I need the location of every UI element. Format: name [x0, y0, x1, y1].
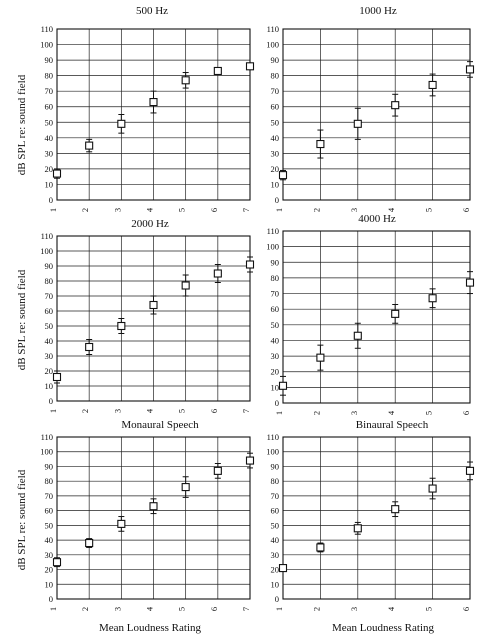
- data-point-square: [54, 170, 61, 177]
- data-point-square: [429, 485, 436, 492]
- data-point-square: [280, 172, 287, 179]
- panel-title: 4000 Hz: [358, 213, 396, 225]
- y-axis-label-middle: dB SPL re: sound field: [16, 269, 28, 371]
- x-tick-label: 4: [144, 606, 155, 612]
- x-tick-label: 2: [80, 207, 91, 213]
- data-point-square: [354, 525, 361, 532]
- data-point-square: [247, 457, 254, 464]
- x-tick-label: 2: [311, 410, 322, 416]
- panel-title: 2000 Hz: [131, 218, 169, 230]
- x-tick-label: 5: [176, 207, 187, 213]
- y-tick-label: 60: [44, 505, 53, 516]
- x-tick-label: 4: [144, 408, 155, 414]
- data-point-square: [118, 120, 125, 127]
- x-tick-label: 1: [48, 408, 58, 414]
- x-tick-label: 4: [386, 606, 397, 612]
- data-point-square: [54, 374, 61, 381]
- data-point-square: [182, 484, 189, 491]
- y-axis-label-bottom: dB SPL re: sound field: [16, 469, 28, 571]
- y-tick-label: 80: [44, 276, 53, 286]
- x-tick-label: 6: [461, 410, 471, 416]
- y-tick-label: 60: [270, 101, 279, 112]
- x-tick-label: 5: [423, 207, 434, 213]
- x-tick-label: 3: [112, 408, 123, 414]
- chart-panel-bottom-left: [40, 432, 253, 611]
- y-tick-label: 50: [270, 117, 279, 128]
- data-point-square: [392, 310, 399, 317]
- y-tick-label: 100: [40, 446, 53, 457]
- x-tick-label: 6: [461, 606, 471, 612]
- y-tick-label: 110: [266, 226, 279, 236]
- plot-frame: [283, 231, 470, 403]
- column-label-monaural: Monaural Speech: [121, 419, 199, 431]
- data-point-square: [150, 302, 157, 309]
- data-point-square: [392, 102, 399, 109]
- y-tick-label: 40: [270, 335, 279, 346]
- y-tick-label: 20: [44, 564, 53, 575]
- y-tick-label: 20: [270, 163, 279, 174]
- data-point-square: [182, 77, 189, 84]
- y-tick-label: 30: [44, 549, 53, 560]
- y-tick-label: 50: [44, 321, 53, 331]
- y-tick-label: 80: [270, 476, 279, 487]
- y-tick-label: 60: [44, 306, 53, 316]
- y-tick-label: 0: [48, 594, 53, 604]
- y-tick-label: 110: [40, 432, 53, 442]
- y-tick-label: 0: [274, 398, 279, 408]
- y-tick-label: 50: [270, 319, 279, 330]
- y-tick-label: 90: [44, 261, 53, 271]
- data-point-square: [317, 544, 324, 551]
- data-point-square: [280, 382, 287, 389]
- data-point-square: [280, 565, 287, 572]
- x-tick-label: 2: [311, 207, 322, 213]
- y-tick-label: 110: [266, 432, 279, 442]
- data-point-square: [214, 270, 221, 277]
- x-tick-label: 7: [241, 408, 251, 414]
- y-tick-label: 0: [48, 396, 53, 406]
- y-tick-label: 10: [44, 179, 53, 190]
- x-axis-label-left: Mean Loudness Rating: [98, 622, 202, 634]
- plot-frame: [283, 29, 470, 200]
- x-tick-label: 1: [48, 207, 58, 213]
- y-tick-label: 100: [40, 246, 53, 256]
- data-point-square: [429, 295, 436, 302]
- x-tick-label: 3: [348, 606, 359, 612]
- y-tick-label: 100: [266, 241, 279, 252]
- column-label-binaural: Binaural Speech: [355, 419, 429, 431]
- y-tick-label: 30: [270, 148, 279, 159]
- x-tick-label: 5: [423, 410, 434, 416]
- panel-title: 1000 Hz: [359, 5, 397, 17]
- y-tick-label: 30: [44, 351, 53, 361]
- data-point-square: [467, 467, 474, 474]
- data-point-square: [54, 559, 61, 566]
- y-tick-label: 10: [270, 382, 279, 393]
- y-tick-label: 50: [44, 520, 53, 531]
- x-tick-label: 2: [80, 606, 91, 612]
- y-tick-label: 60: [270, 505, 279, 516]
- data-point-square: [467, 66, 474, 73]
- x-tick-label: 7: [241, 207, 251, 213]
- y-tick-label: 110: [40, 231, 53, 241]
- data-point-square: [86, 540, 93, 547]
- y-tick-label: 20: [270, 366, 279, 377]
- chart-panels: [40, 5, 473, 611]
- y-tick-label: 90: [270, 257, 279, 268]
- data-point-square: [86, 142, 93, 149]
- x-tick-label: 3: [348, 410, 359, 416]
- y-tick-label: 20: [44, 163, 53, 174]
- y-tick-label: 70: [270, 86, 279, 97]
- y-tick-label: 40: [44, 535, 53, 546]
- y-tick-label: 90: [44, 55, 53, 66]
- y-tick-label: 60: [270, 304, 279, 315]
- y-tick-label: 50: [44, 117, 53, 128]
- chart-panel-top-right: [266, 5, 473, 212]
- data-point-square: [214, 467, 221, 474]
- data-point-square: [317, 354, 324, 361]
- data-point-square: [247, 261, 254, 268]
- x-tick-label: 7: [241, 606, 251, 612]
- y-tick-label: 80: [270, 70, 279, 81]
- y-tick-label: 10: [270, 179, 279, 190]
- y-tick-label: 30: [44, 148, 53, 159]
- y-tick-label: 30: [270, 351, 279, 362]
- y-tick-label: 90: [44, 461, 53, 472]
- chart-panel-top-left: [40, 5, 253, 212]
- y-tick-label: 70: [44, 291, 53, 301]
- x-tick-label: 1: [48, 606, 58, 612]
- data-point-square: [182, 282, 189, 289]
- y-tick-label: 0: [48, 195, 53, 205]
- y-tick-label: 100: [266, 39, 279, 50]
- y-tick-label: 70: [270, 288, 279, 299]
- y-tick-label: 80: [44, 476, 53, 487]
- y-tick-label: 20: [44, 366, 53, 376]
- plot-frame: [283, 437, 470, 599]
- x-tick-label: 5: [176, 606, 187, 612]
- data-point-square: [354, 332, 361, 339]
- x-tick-label: 4: [386, 410, 397, 416]
- data-point-square: [392, 506, 399, 513]
- y-tick-label: 60: [44, 101, 53, 112]
- y-tick-label: 80: [44, 70, 53, 81]
- data-point-square: [214, 67, 221, 74]
- chart-panel-middle-left: [40, 218, 253, 413]
- x-tick-label: 4: [144, 207, 155, 213]
- data-point-square: [247, 63, 254, 70]
- y-tick-label: 100: [266, 446, 279, 457]
- x-tick-label: 2: [80, 408, 91, 414]
- data-point-square: [467, 279, 474, 286]
- data-point-square: [118, 520, 125, 527]
- y-tick-label: 80: [270, 272, 279, 283]
- x-tick-label: 3: [348, 207, 359, 213]
- x-tick-label: 1: [274, 606, 284, 612]
- data-point-square: [150, 503, 157, 510]
- y-axis-label-top: dB SPL re: sound field: [16, 74, 28, 176]
- x-tick-label: 6: [461, 207, 471, 213]
- y-tick-label: 70: [44, 86, 53, 97]
- x-tick-label: 1: [274, 410, 284, 416]
- x-tick-label: 6: [208, 207, 219, 213]
- x-tick-label: 1: [274, 207, 284, 213]
- x-tick-label: 4: [386, 207, 397, 213]
- data-point-square: [150, 99, 157, 106]
- data-point-square: [317, 141, 324, 148]
- y-tick-label: 30: [270, 549, 279, 560]
- x-tick-label: 3: [112, 606, 123, 612]
- chart-panel-middle-right: [266, 213, 473, 415]
- data-point-square: [86, 344, 93, 351]
- y-tick-label: 40: [270, 132, 279, 143]
- y-tick-label: 70: [44, 490, 53, 501]
- y-tick-label: 40: [270, 535, 279, 546]
- x-tick-label: 3: [112, 207, 123, 213]
- data-point-square: [354, 120, 361, 127]
- x-tick-label: 6: [208, 408, 219, 414]
- x-tick-label: 5: [423, 606, 434, 612]
- x-tick-label: 6: [208, 606, 219, 612]
- y-tick-label: 10: [270, 579, 279, 590]
- chart-panel-bottom-right: [266, 432, 473, 611]
- panel-title: 500 Hz: [135, 5, 169, 17]
- y-tick-label: 40: [44, 132, 53, 143]
- data-point-square: [429, 81, 436, 88]
- y-tick-label: 90: [270, 55, 279, 66]
- y-tick-label: 110: [266, 24, 279, 34]
- y-tick-label: 40: [44, 336, 53, 346]
- y-tick-label: 90: [270, 461, 279, 472]
- y-tick-label: 100: [40, 39, 53, 50]
- x-tick-label: 5: [176, 408, 187, 414]
- y-tick-label: 0: [274, 594, 279, 604]
- y-tick-label: 0: [274, 195, 279, 205]
- y-tick-label: 50: [270, 520, 279, 531]
- data-point-square: [118, 323, 125, 330]
- y-tick-label: 20: [270, 564, 279, 575]
- y-tick-label: 10: [44, 579, 53, 590]
- y-tick-label: 10: [44, 381, 53, 391]
- y-tick-label: 110: [40, 24, 53, 34]
- x-axis-label-right: Mean Loudness Rating: [331, 622, 435, 634]
- y-tick-label: 70: [270, 490, 279, 501]
- x-tick-label: 2: [311, 606, 322, 612]
